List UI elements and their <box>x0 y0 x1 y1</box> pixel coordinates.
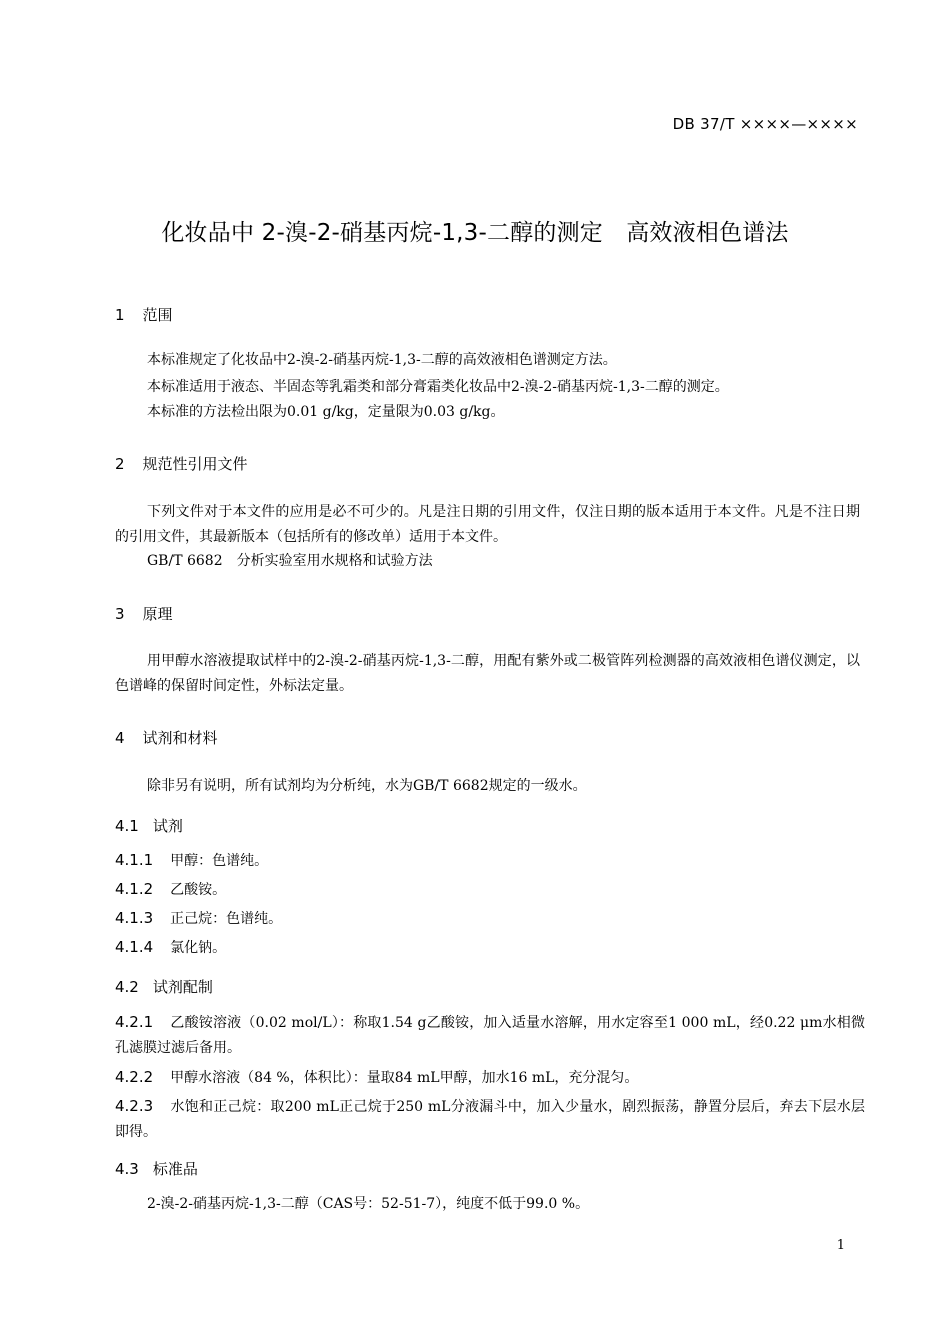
item-4-1-3 <box>115 906 865 932</box>
item-number: 4.2.3 <box>115 1097 154 1115</box>
section-2-heading <box>115 453 248 474</box>
section-title: 标准品 <box>152 1160 198 1178</box>
section-number: 2 <box>115 455 125 473</box>
section-title: 范围 <box>142 306 173 324</box>
section-4-3-heading <box>115 1158 198 1179</box>
item-text: 乙酸铵。 <box>170 882 227 898</box>
page-number: 1 <box>836 1238 845 1253</box>
item-number: 4.1.1 <box>115 851 154 869</box>
paragraph-scope-2: 本标准适用于液态、半固态等乳霜类和部分膏霜类化妆品中2-溴-2-硝基丙烷-1,3-二醇的测定。 <box>147 379 729 395</box>
section-number: 4.3 <box>115 1160 139 1178</box>
section-title: 规范性引用文件 <box>142 455 248 473</box>
item-text: 乙酸铵溶液（0.02 mol/L）：称取1.54 g乙酸铵，加入适量水溶解，用水定容至1 000 mL，经0.22 μm水相微孔滤膜过滤后备用。 <box>115 1015 865 1056</box>
section-title: 原理 <box>142 605 173 623</box>
item-4-1-1 <box>115 848 865 874</box>
item-text: 正己烷：色谱纯。 <box>170 911 283 927</box>
section-3-heading <box>115 603 173 624</box>
item-text: 甲醇水溶液（84 %，体积比）：量取84 mL甲醇，加水16 mL，充分混匀。 <box>170 1070 639 1086</box>
item-number: 4.1.4 <box>115 938 154 956</box>
paragraph-principle: 用甲醇水溶液提取试样中的2-溴-2-硝基丙烷-1,3-二醇，用配有紫外或二极管阵列检测器的高效液相色谱仪测定，以色谱峰的保留时间定性，外标法定量。 <box>115 653 860 694</box>
section-title: 试剂配制 <box>152 978 213 996</box>
item-text: 氯化钠。 <box>170 940 227 956</box>
section-title: 试剂和材料 <box>142 729 218 747</box>
item-4-1-4 <box>115 935 865 961</box>
item-number: 4.1.3 <box>115 909 154 927</box>
item-4-2-2 <box>115 1065 865 1091</box>
standard-code: DB 37/T ××××—×××× <box>672 115 858 133</box>
document-title: 化妆品中 2-溴-2-硝基丙烷-1,3-二醇的测定 高效液相色谱法 <box>161 220 789 246</box>
paragraph-reagents-general: 除非另有说明，所有试剂均为分析纯，水为GB/T 6682规定的一级水。 <box>147 778 587 794</box>
item-text: 甲醇：色谱纯。 <box>170 853 269 869</box>
section-4-1-heading <box>115 815 183 836</box>
section-number: 4.1 <box>115 817 139 835</box>
paragraph-scope-3: 本标准的方法检出限为0.01 g/kg，定量限为0.03 g/kg。 <box>147 404 505 420</box>
section-1-heading <box>115 304 173 325</box>
paragraph-scope-1: 本标准规定了化妆品中2-溴-2-硝基丙烷-1,3-二醇的高效液相色谱测定方法。 <box>147 352 617 368</box>
item-4-2-1 <box>115 1010 865 1061</box>
paragraph-references-1: 下列文件对于本文件的应用是必不可少的。凡是注日期的引用文件，仅注日期的版本适用于本文件。凡是不注日期的引用文件，其最新版本（包括所有的修改单）适用于本文件。 <box>115 504 860 545</box>
item-4-1-2 <box>115 877 865 903</box>
section-title: 试剂 <box>152 817 183 835</box>
section-number: 4 <box>115 729 125 747</box>
paragraph-standard: 2-溴-2-硝基丙烷-1,3-二醇（CAS号：52-51-7），纯度不低于99.0 %。 <box>147 1196 590 1212</box>
section-number: 1 <box>115 306 125 324</box>
section-number: 3 <box>115 605 125 623</box>
section-4-heading <box>115 727 218 748</box>
section-number: 4.2 <box>115 978 139 996</box>
item-text: 水饱和正己烷：取200 mL正己烷于250 mL分液漏斗中，加入少量水，剧烈振荡，静置分层后，弃去下层水层即得。 <box>115 1099 865 1140</box>
paragraph-references-2: GB/T 6682 分析实验室用水规格和试验方法 <box>147 553 433 569</box>
section-4-2-heading <box>115 976 213 997</box>
item-number: 4.1.2 <box>115 880 154 898</box>
item-4-2-3 <box>115 1094 865 1145</box>
item-number: 4.2.2 <box>115 1068 154 1086</box>
item-number: 4.2.1 <box>115 1013 154 1031</box>
